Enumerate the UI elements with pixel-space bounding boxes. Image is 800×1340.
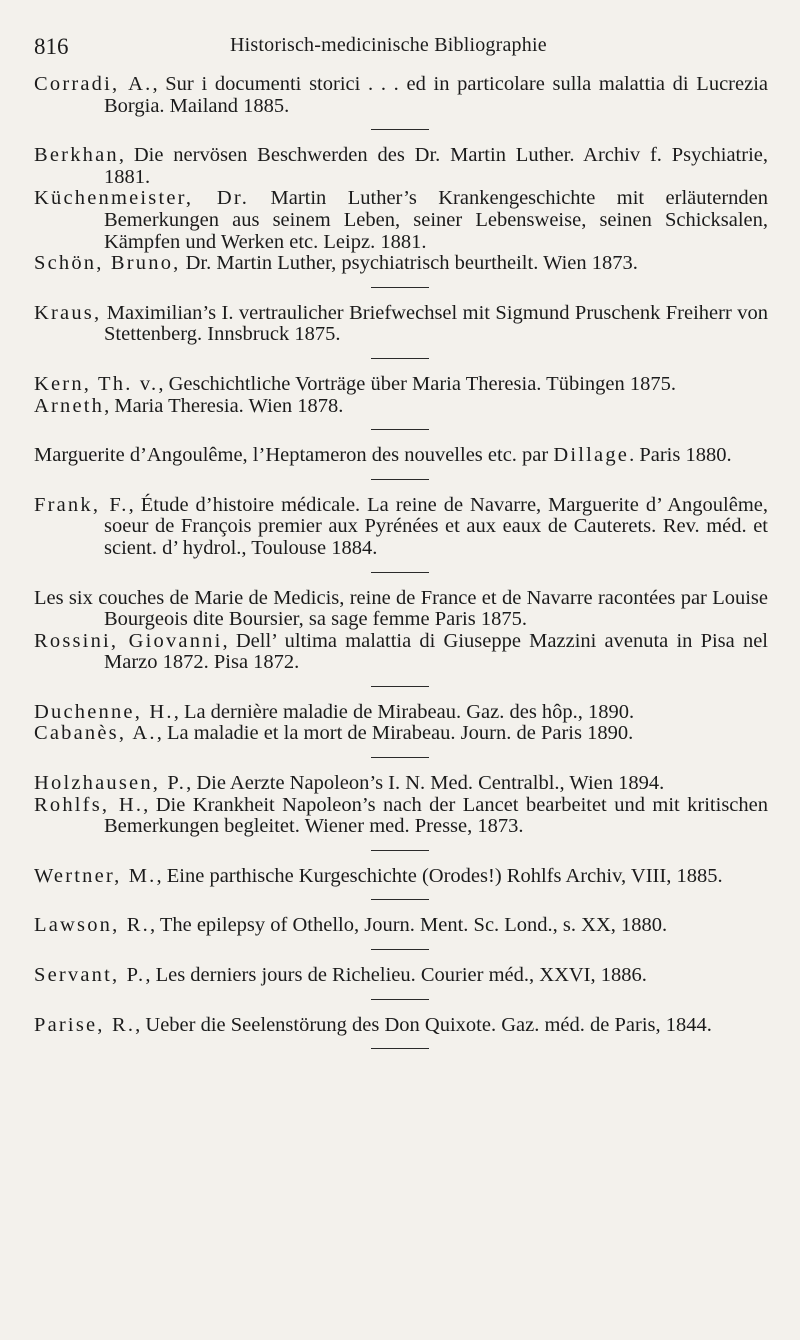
entry-group: [34, 495, 768, 560]
separator-line: [371, 429, 429, 430]
separator-line: [371, 850, 429, 851]
entry-group: [34, 915, 768, 937]
entry-text: , Geschichtliche Vorträge über Maria Theresia. Tübingen 1875.: [158, 372, 676, 395]
entry-group: [34, 445, 768, 467]
separator-line: [371, 479, 429, 480]
separator-line: [371, 686, 429, 687]
separator-line: [371, 899, 429, 900]
bibliography-entry: [34, 631, 768, 674]
entry-group: [34, 773, 768, 838]
entry-text: , Sur i documenti storici . . . ed in particolare sulla malattia di Lucrezia Borgia. Mailand 1885.: [104, 73, 768, 117]
bibliography-entry: [34, 965, 768, 987]
bibliography-entry: [34, 723, 768, 745]
entry-author: Frank, F.: [34, 493, 129, 516]
bibliography-entry: [34, 866, 768, 888]
running-title: Historisch-medicinische Bibliographie: [230, 34, 547, 56]
bibliography-entry: [34, 253, 768, 275]
entry-group: [34, 1015, 768, 1037]
entry-author: Servant, P.: [34, 964, 146, 987]
bibliography-entry: [34, 445, 768, 467]
bibliography-entry: [34, 795, 768, 838]
entry-editor: Dillage: [553, 444, 630, 467]
entry-group: [34, 965, 768, 987]
separator-rule: [34, 887, 768, 915]
entry-text: , Die Aerzte Napoleon’s I. N. Med. Centralbl., Wien 1894.: [186, 772, 665, 795]
entry-text: Maximilian’s I. vertraulicher Briefwechsel mit Sigmund Pruschenk Freiherr von Stettenberg. Innsbruck 1875.: [101, 301, 768, 346]
separator-line: [371, 949, 429, 950]
entry-text: Les six couches de Marie de Medicis, reine de France et de Navarre racontées par Louise Bourgeois dite Boursier, sa sage femme Paris 1875.: [34, 586, 768, 631]
entry-text: , La dernière maladie de Mirabeau. Gaz. des hôp., 1890.: [173, 700, 635, 723]
entry-text: , Eine parthische Kurgeschichte (Orodes!) Rohlfs Archiv, VIII, 1885.: [156, 864, 723, 887]
bibliography-entry: [34, 773, 768, 795]
bibliography-entry: [34, 145, 768, 188]
entry-text: , Étude d’histoire médicale. La reine de Navarre, Marguerite d’ Angoulême, soeur de François premier aux Pyrénées et aux eaux de Cauterets. Rev. méd. et scient. d’ hydrol., Toulouse 1884.: [104, 493, 769, 559]
entry-text: Dr. Martin Luther, psychiatrisch beurtheilt. Wien 1873.: [180, 252, 638, 275]
bibliography-entry: [34, 374, 768, 396]
entry-author: Parise, R.: [34, 1013, 136, 1036]
bibliography-entry: [34, 188, 768, 253]
entry-text: , La maladie et la mort de Mirabeau. Journ. de Paris 1890.: [156, 722, 634, 745]
entry-author: Corradi, A.: [34, 73, 153, 95]
entry-text: , Dell’ ultima malattia di Giuseppe Mazzini avenuta in Pisa nel Marzo 1872. Pisa 1872.: [104, 629, 768, 674]
entry-text: , Ueber die Seelenstörung des Don Quixote. Gaz. méd. de Paris, 1844.: [135, 1013, 712, 1036]
page-header: [34, 0, 768, 74]
separator-rule: [34, 560, 768, 588]
separator-line: [371, 358, 429, 359]
entry-author: Cabanès, A.: [34, 722, 157, 745]
entry-text: , The epilepsy of Othello, Journ. Ment. Sc. Lond., s. XX, 1880.: [149, 914, 668, 937]
entry-group: [34, 374, 768, 417]
entry-author: Rohlfs, H.: [34, 793, 144, 816]
entry-text: Martin Luther’s Krankengeschichte mit erläuternden Bemerkungen aus seinem Leben, seiner Lebensweise, seinen Schicksalen, Kämpfen und Werken etc. Leipz. 1881.: [104, 187, 768, 253]
entry-author: Schön, Bruno,: [34, 252, 181, 275]
separator-rule: [34, 745, 768, 773]
separator-line: [371, 129, 429, 130]
entry-text: , Les derniers jours de Richelieu. Courier méd., XXVI, 1886.: [145, 964, 647, 987]
separator-line: [371, 999, 429, 1000]
entry-author: Duchenne, H.: [34, 700, 174, 723]
bibliography-entry: [34, 915, 768, 937]
separator-rule: [34, 937, 768, 965]
separator-rule: [34, 838, 768, 866]
entry-group: [34, 702, 768, 745]
entry-author: Lawson, R.: [34, 914, 150, 937]
entry-group: [34, 303, 768, 346]
page-number: 816: [34, 34, 69, 59]
entry-author: Berkhan: [34, 144, 119, 167]
entry-author: Kraus,: [34, 301, 102, 324]
separator-rule: [34, 1036, 768, 1064]
entry-group: [34, 588, 768, 674]
separator-rule: [34, 467, 768, 495]
bibliography-list: [34, 74, 768, 1064]
separator-rule: [34, 346, 768, 374]
bibliography-entry: [34, 1015, 768, 1037]
bibliography-entry: [34, 303, 768, 346]
separator-line: [371, 1048, 429, 1049]
entry-text: , Die nervösen Beschwerden des Dr. Martin Luther. Archiv f. Psychiatrie, 1881.: [104, 144, 768, 188]
bibliography-entry: [34, 495, 768, 560]
entry-author: Küchenmeister, Dr.: [34, 187, 250, 210]
entry-text-tail: . Paris 1880.: [629, 444, 732, 467]
bibliography-entry: [34, 588, 768, 631]
entry-group: [34, 145, 768, 275]
separator-line: [371, 757, 429, 758]
entry-text: , Die Krankheit Napoleon’s nach der Lancet bearbeitet und mit kritischen Bemerkungen begleitet. Wiener med. Presse, 1873.: [104, 793, 768, 838]
entry-author: Wertner, M.: [34, 864, 157, 887]
bibliography-entry: [34, 702, 768, 724]
separator-rule: [34, 117, 768, 145]
entry-text: Marguerite d’Angoulême, l’Heptameron des nouvelles etc. par: [34, 444, 554, 467]
entry-author: Holzhausen, P.: [34, 772, 187, 795]
separator-rule: [34, 275, 768, 303]
entry-group: [34, 74, 768, 117]
separator-rule: [34, 417, 768, 445]
separator-rule: [34, 674, 768, 702]
entry-group: [34, 866, 768, 888]
entry-text: , Maria Theresia. Wien 1878.: [104, 394, 344, 417]
entry-author: Rossini, Giovanni: [34, 629, 223, 652]
separator-line: [371, 572, 429, 573]
entry-author: Arneth: [34, 394, 105, 417]
separator-line: [371, 287, 429, 288]
bibliography-entry: [34, 396, 768, 418]
entry-author: Kern, Th. v.: [34, 372, 159, 395]
bibliography-entry: [34, 74, 768, 117]
separator-rule: [34, 987, 768, 1015]
